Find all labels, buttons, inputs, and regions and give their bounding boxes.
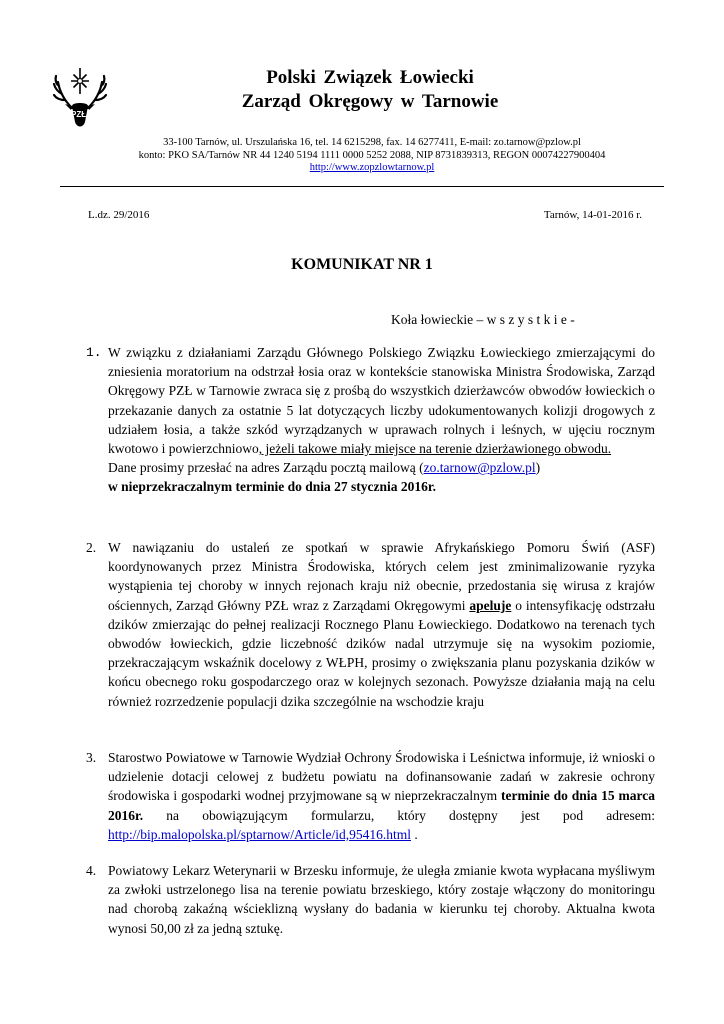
- item-1: [108, 343, 655, 497]
- item-3-text-c: .: [410, 826, 418, 842]
- item-4-number: 4.: [86, 863, 97, 878]
- item-3-deadline: terminie do dnia 15 marca 2016r.: [108, 788, 655, 823]
- item-3-number: 3.: [86, 750, 97, 765]
- item-3-url-link[interactable]: http://bip.malopolska.pl/sptarnow/Article/id,95416.html: [108, 826, 411, 842]
- org-unit: Zarząd Okręgowy w Tarnowie: [241, 91, 499, 112]
- item-3-text-a: Starostwo Powiatowe w Tarnowie Wydział Ochrony Środowiska i Leśnictwa informuje, iż wnioski o udzielenie dotacji celowej z budżetu powiatu na dofinansowanie zadań w zakresie ochrony środowiska i gospodarki wodnej przyjmowane są w nieprzekraczalnym: [108, 750, 655, 804]
- header-divider: [60, 186, 664, 187]
- org-name: Polski Związek Łowiecki: [266, 67, 474, 88]
- logo-caption: PZŁ: [71, 110, 87, 119]
- reference-number: L.dz. 29/2016: [88, 209, 150, 221]
- item-1-email-link[interactable]: zo.tarnow@pzlow.pl: [423, 460, 536, 476]
- item-2-text-b: o intensyfikację odstrzału dzików zmierzając do pełnej realizacji Rocznego Planu Łowieckiego. Dodatkowo na terenach tych obwodów łowieckich, gdzie liczebność dzików nadal utrzymuje się na wysokim poziomie, przekraczającym wskaźnik docelowy z WŁPH, prosimy o zwiększania planu pozyskania dzików w końcu obecnego roku gospodarczego oraz w kolejnych sezonach. Powyższe działania mają na celu również rozrzedzenie populacji dzika szczególnie na wschodzie kraju: [108, 597, 655, 709]
- item-1-close-paren: ): [535, 460, 541, 476]
- item-1-underlined-text: , jeżeli takowe miały miejsce na terenie dzierżawionego obwodu.: [258, 441, 612, 457]
- recipients-line: Koła łowieckie – w s z y s t k i e -: [391, 312, 575, 327]
- item-1-send-text: Dane prosimy przesłać na adres Zarządu pocztą mailową (: [108, 460, 424, 476]
- item-1-text: W związku z działaniami Zarządu Głównego Polskiego Związku Łowieckiego zmierzającymi do zniesienia moratorium na odstrzał łosia oraz w kontekście stanowiska Ministra Środowiska, Zarząd Okręgowy PZŁ w Tarnowie zwraca się z prośbą do wszystkich dzierżawców obwodów łowieckich o przekazanie danych za ostatnie 5 lat dotyczących liczby udokumentowanych kolizji drogowych z udziałem łosia, a także szkód wyrządzanych w uprawach rolnych i leśnych, w ujęciu rocznym kwotowo i powierzchniowo: [108, 345, 655, 457]
- deer-emblem-icon: [52, 64, 108, 132]
- place-date: Tarnów, 14-01-2016 r.: [543, 209, 642, 221]
- item-3-text-b: na obowiązującym formularzu, który dostępny jest pod adresem:: [143, 807, 655, 823]
- website-link[interactable]: http://www.zopzlowtarnow.pl: [309, 162, 435, 173]
- organization-header: [150, 66, 590, 114]
- item-3: [108, 748, 655, 844]
- document-title: KOMUNIKAT NR 1: [291, 256, 433, 273]
- account-line: konto: PKO SA/Tarnów NR 44 1240 5194 1111 0000 5252 2088, NIP 8731839313, REGON 00074227900404: [138, 149, 606, 161]
- item-2: [108, 538, 655, 711]
- item-1-deadline: w nieprzekraczalnym terminie do dnia 27 stycznia 2016r.: [108, 479, 436, 495]
- item-4-text: Powiatowy Lekarz Weterynarii w Brzesku informuje, że uległa zmianie kwota wypłacana myśliwym za zwłoki ustrzelonego lisa na terenie powiatu brzeskiego, który zostaje włączony do monitoringu nad chorobą zakaźną wścieklizną wysłany do badania w kierunku tej choroby. Aktualna kwota wynosi 50,00 zł za jedną sztukę.: [108, 863, 655, 936]
- item-2-number: 2.: [86, 540, 97, 555]
- item-1-number: 1.: [86, 345, 102, 360]
- item-4: [108, 861, 655, 938]
- item-2-appeal: apeluje: [469, 597, 512, 613]
- address-line: 33-100 Tarnów, ul. Urszulańska 16, tel. 14 6215298, fax. 14 6277411, E-mail: zo.tarnow@pzlow.pl: [163, 137, 581, 148]
- item-2-text-a: W nawiązaniu do ustaleń ze spotkań w sprawie Afrykańskiego Pomoru Świń (ASF) koordynowanych przez Ministra Środowiska, których celem jest zminimalizowanie ryzyka wystąpienia tej choroby w innych rejonach kraju niż obecnie, przedostania się wirusa z krajów ościennych, Zarząd Główny PZŁ wraz z Zarządami Okręgowymi: [108, 540, 655, 613]
- contact-block: [70, 137, 674, 175]
- pzl-logo: [52, 64, 108, 132]
